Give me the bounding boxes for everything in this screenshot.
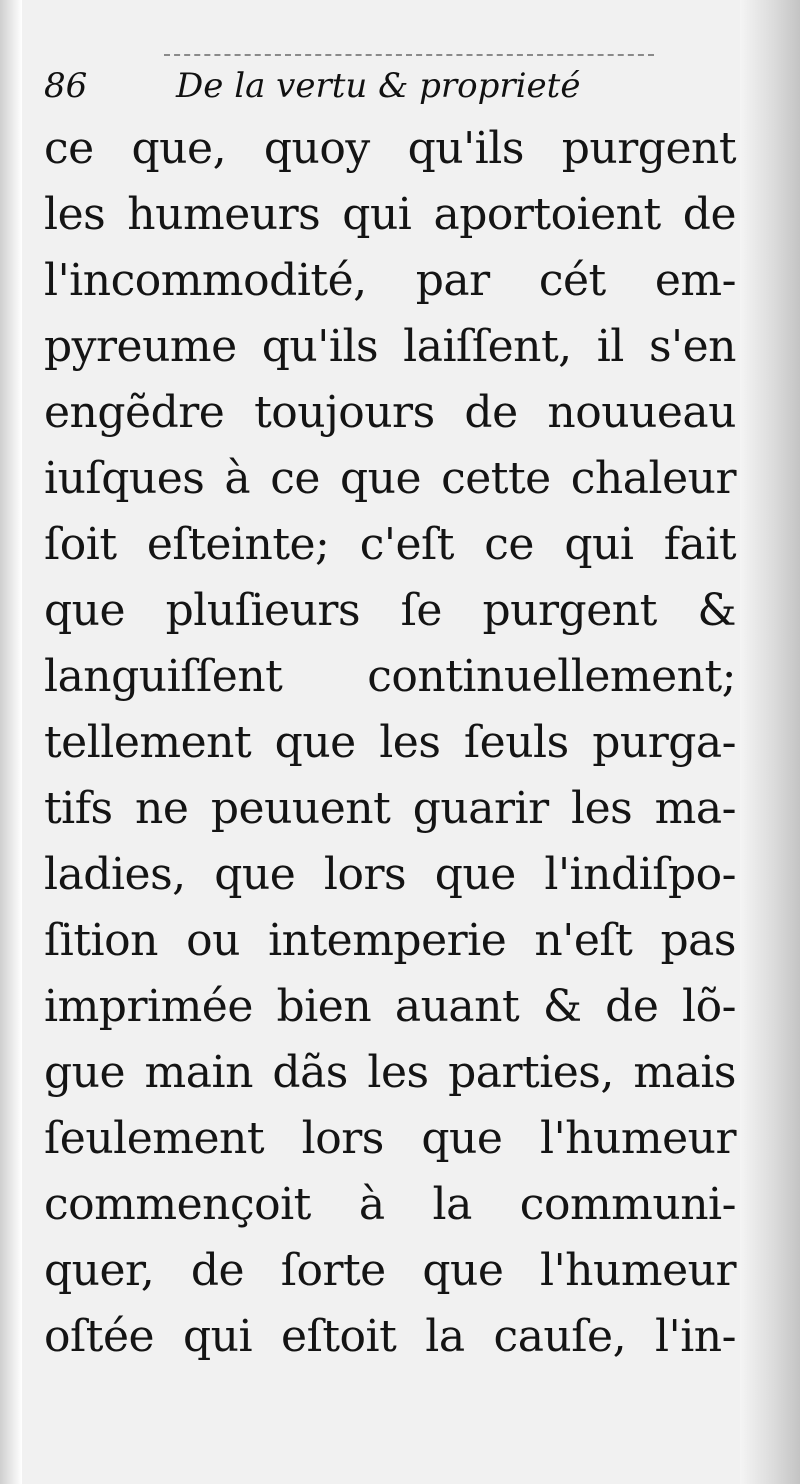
page-number: 86 [44, 66, 88, 106]
text-line: l'incommodité, par cét em- [44, 255, 736, 306]
left-gutter [0, 0, 22, 1484]
text-line: pyreume qu'ils laiſſent, il s'en [44, 321, 736, 372]
text-line: quer, de ſorte que l'humeur [44, 1245, 736, 1296]
text-line: ladies, que lors que l'indiſpo- [44, 849, 736, 900]
text-line: gue main dãs les parties, mais [44, 1047, 736, 1098]
text-line: iuſques à ce que cette chaleur [44, 453, 736, 504]
text-line: ſeulement lors que l'humeur [44, 1113, 736, 1164]
page-header [44, 66, 684, 116]
text-line: imprimée bien auant & de lõ- [44, 981, 736, 1032]
text-line: oſtée qui eſtoit la cauſe, l'in- [44, 1311, 736, 1362]
text-line: tellement que les ſeuls purga- [44, 717, 736, 768]
right-margin [740, 0, 800, 1484]
text-line: ſoit eſteinte; c'eſt ce qui fait [44, 519, 736, 570]
text-line: ſition ou intemperie n'eſt pas [44, 915, 736, 966]
body-text [44, 116, 736, 1370]
text-line: commençoit à la communi- [44, 1179, 736, 1230]
text-line: languiſſent continuellement; [44, 651, 736, 702]
text-line: les humeurs qui aportoient de [44, 189, 736, 240]
text-line: engẽdre toujours de nouueau [44, 387, 736, 438]
text-line: que pluſieurs ſe purgent & [44, 585, 736, 636]
text-line: tifs ne peuuent guarir les ma- [44, 783, 736, 834]
text-line: ce que, quoy qu'ils purgent [44, 123, 736, 174]
running-title: De la vertu & proprieté [176, 66, 581, 106]
header-rule [164, 54, 654, 56]
